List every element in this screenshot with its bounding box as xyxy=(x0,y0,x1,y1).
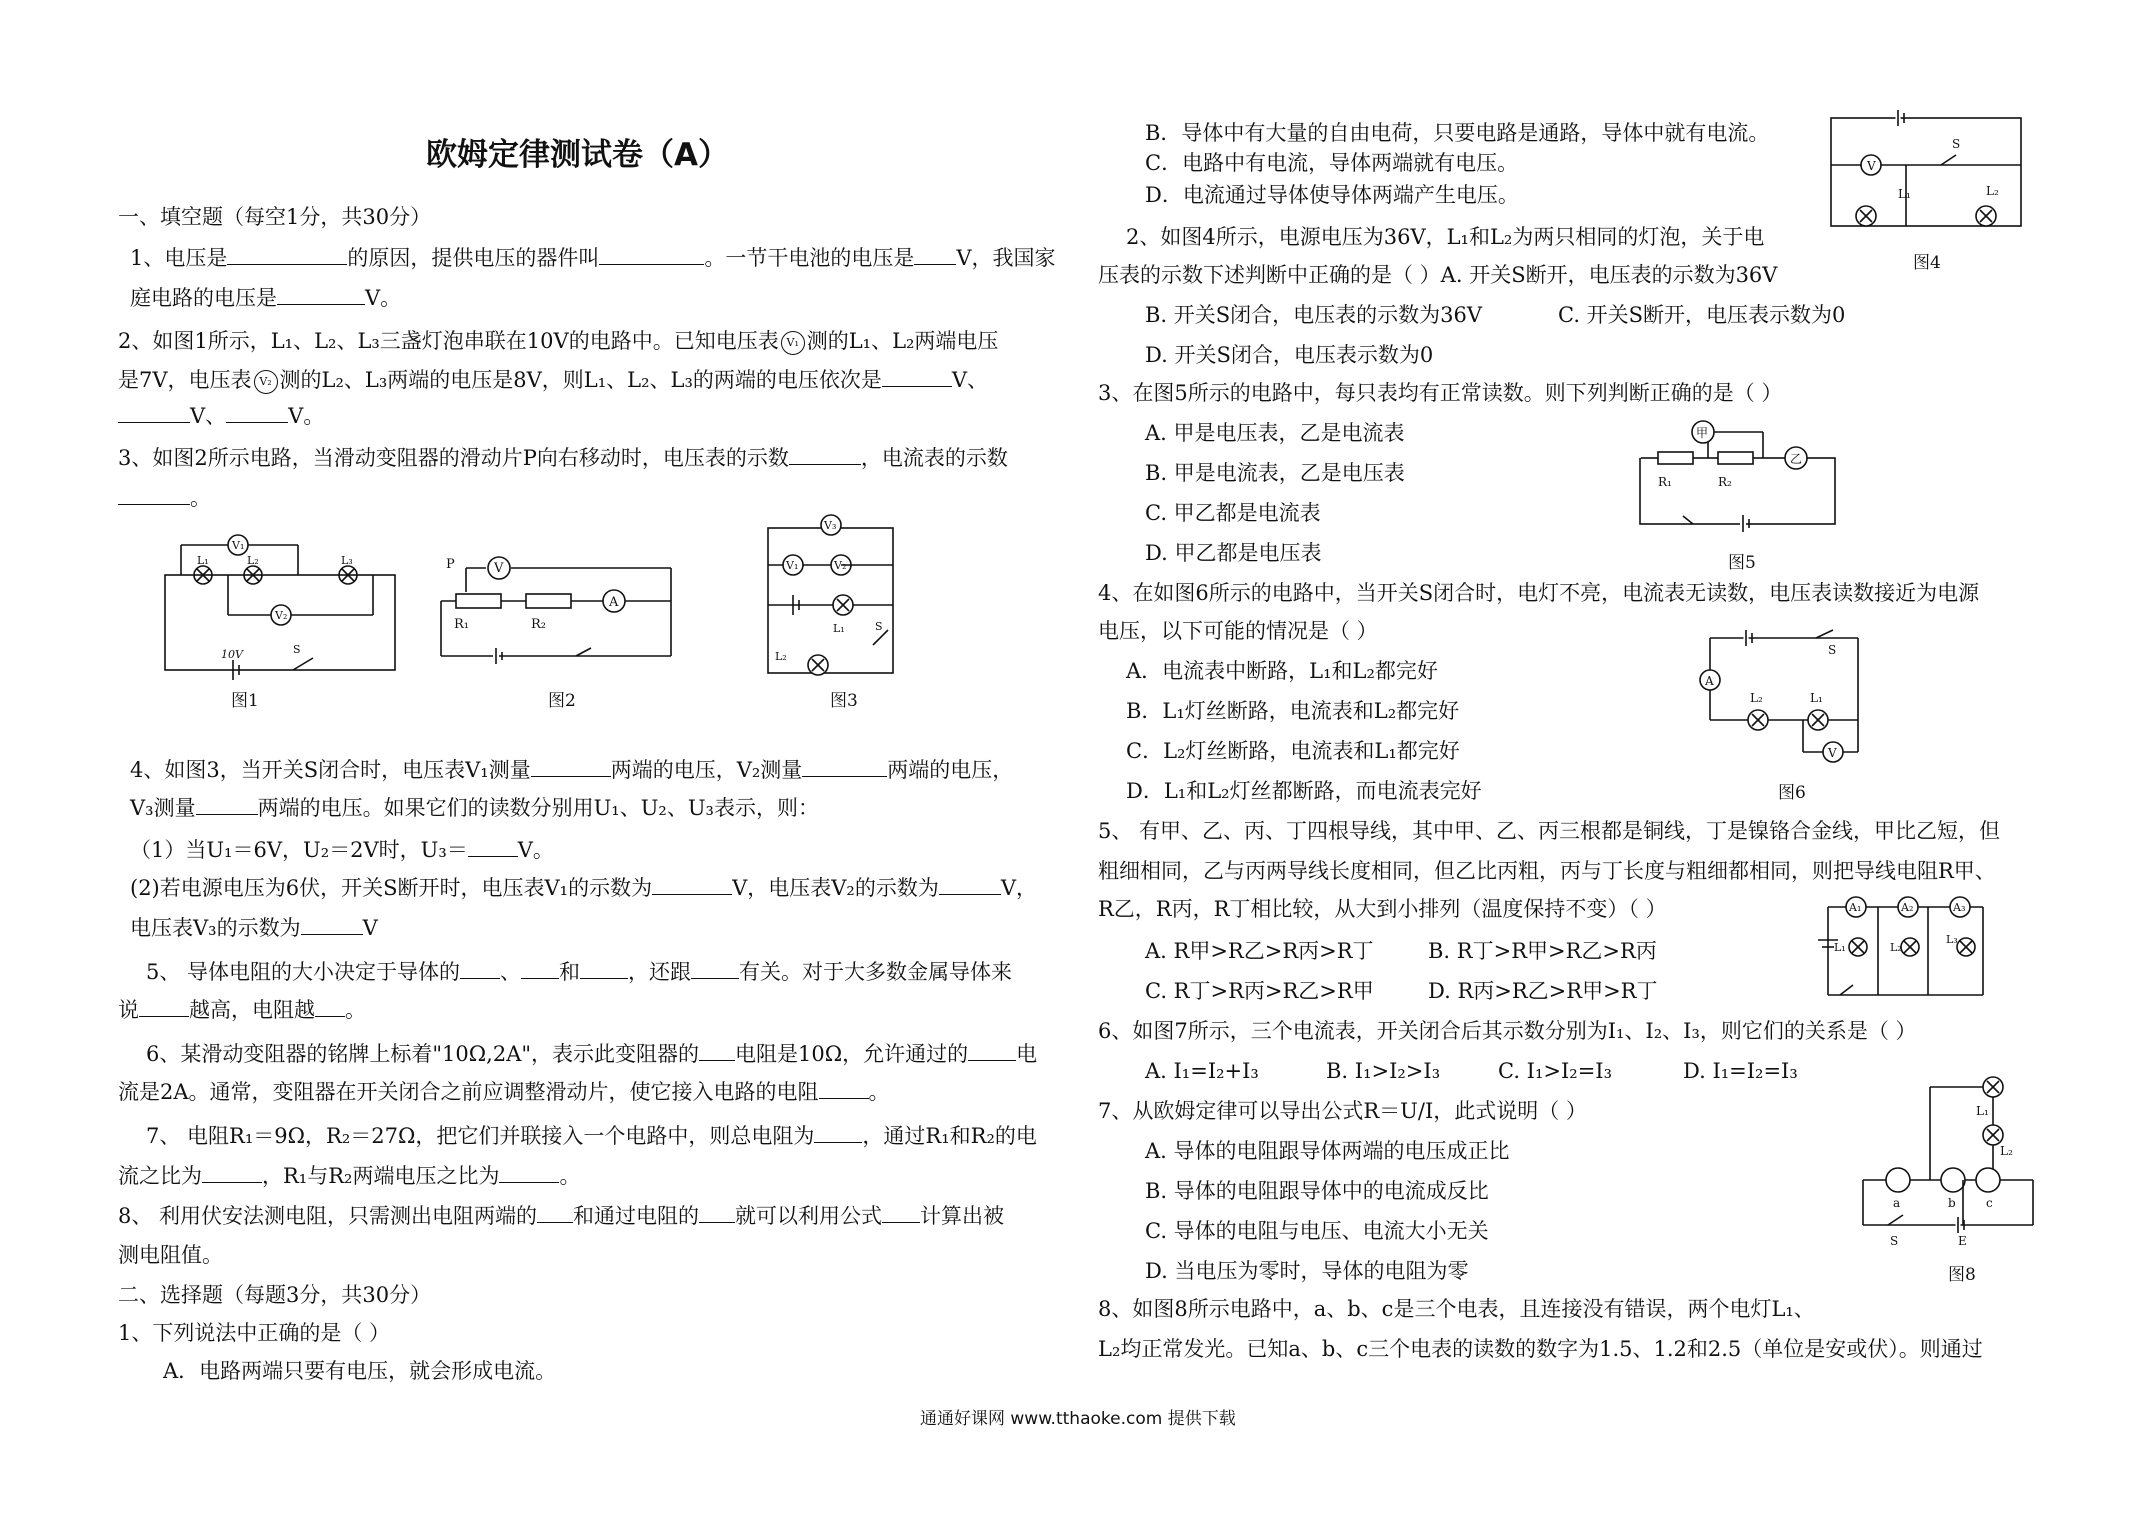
figure-4-circuit xyxy=(1826,110,2031,230)
choice-q3-option-d: D. 甲乙都是电压表 xyxy=(1145,541,1322,565)
fill-q1-line2: 庭电路的电压是 V。 xyxy=(130,282,401,313)
choice-q5-option-a: A. R甲>R乙>R丙>R丁 xyxy=(1145,939,1374,963)
fill-q3-line1: 3、如图2所示电路，当滑动变阻器的滑动片P向右移动时，电压表的示数 ，电流表的示数 xyxy=(118,442,1008,473)
fill-q7-line2: 流之比为 ，R₁与R₂两端电压之比为 。 xyxy=(118,1160,580,1191)
choice-q6-option-c: C. I₁>I₂=I₃ xyxy=(1498,1059,1613,1083)
choice-q1-stem: 1、下列说法中正确的是（ ） xyxy=(118,1321,391,1345)
svg-text:R₂: R₂ xyxy=(531,617,546,632)
choice-q5-line2: 粗细相同，乙与丙两导线长度相同，但乙比丙粗，丙与丁长度与粗细都相同，则把导线电阻R甲、 xyxy=(1098,859,1996,883)
choice-q2-option-d: D. 开关S闭合，电压表示数为0 xyxy=(1145,343,1434,367)
figure-8-circuit xyxy=(1858,1075,2038,1250)
svg-text:V₁: V₁ xyxy=(232,539,245,552)
choice-q8-line2: L₂均正常发光。已知a、b、c三个电表的读数的数字为1.5、1.2和2.5（单位是安或伏）。则通过 xyxy=(1098,1337,1983,1361)
choice-q3-option-c: C. 甲乙都是电流表 xyxy=(1145,501,1321,525)
figure-3-caption: 图3 xyxy=(830,691,858,711)
svg-text:a: a xyxy=(1893,1196,1901,1210)
figure-6-caption: 图6 xyxy=(1778,783,1806,803)
choice-q4-line2: 电压，以下可能的情况是（ ） xyxy=(1098,619,1378,643)
svg-text:L₃: L₃ xyxy=(1946,933,1958,946)
fill-q2-line1: 2、如图1所示，L₁、L₂、L₃三盏灯泡串联在10V的电路中。已知电压表 V₁ 测的L₁、L₂两端电压 xyxy=(118,329,999,353)
voltmeter-v1-symbol: V₁ xyxy=(781,331,805,355)
fill-q4-line2: V₃测量 两端的电压。如果它们的读数分别用U₁、U₂、U₃表示，则： xyxy=(130,792,819,823)
svg-text:S: S xyxy=(293,643,301,656)
fill-q8-line2: 测电阻值。 xyxy=(118,1243,223,1267)
choice-q5-option-d: D. R丙>R乙>R甲>R丁 xyxy=(1428,979,1658,1003)
choice-q2-option-c: C. 开关S断开，电压表示数为0 xyxy=(1558,303,1846,327)
figure-5-circuit xyxy=(1638,420,1838,530)
svg-text:A: A xyxy=(1705,674,1714,688)
svg-text:V₁: V₁ xyxy=(786,559,799,572)
svg-text:L₁: L₁ xyxy=(1810,691,1823,705)
fill-q4-line4: (2)若电源电压为6伏，开关S断开时，电压表V₁的示数为 V，电压表V₂的示数为 V， xyxy=(130,872,1037,903)
svg-text:V₂: V₂ xyxy=(834,559,847,572)
svg-text:甲: 甲 xyxy=(1696,426,1709,440)
figure-2-caption: 图2 xyxy=(548,691,576,711)
svg-text:b: b xyxy=(1948,1196,1956,1210)
choice-q4-option-b: B．L₁灯丝断路，电流表和L₂都完好 xyxy=(1126,699,1460,723)
figure-6-circuit xyxy=(1698,630,1868,765)
svg-text:L₂: L₂ xyxy=(1750,691,1763,705)
svg-text:V: V xyxy=(1867,159,1876,173)
choice-q7-option-d: D. 当电压为零时，导体的电阻为零 xyxy=(1145,1259,1469,1283)
svg-text:L₂: L₂ xyxy=(775,650,787,663)
choice-q7-stem: 7、从欧姆定律可以导出公式R＝U/I，此式说明（ ） xyxy=(1098,1099,1587,1123)
fill-q6-line1: 6、某滑动变阻器的铭牌上标着"10Ω,2A"，表示此变阻器的 电阻是10Ω，允许通过的 电 xyxy=(146,1038,1037,1069)
choice-q3-stem: 3、在图5所示的电路中，每只表均有正常读数。则下列判断正确的是（ ） xyxy=(1098,381,1783,405)
svg-text:R₁: R₁ xyxy=(1658,475,1672,489)
choice-q4-option-d: D．L₁和L₂灯丝都断路，而电流表完好 xyxy=(1126,779,1482,803)
svg-text:10V: 10V xyxy=(221,648,243,661)
svg-text:L₁: L₁ xyxy=(833,622,845,635)
svg-text:A₂: A₂ xyxy=(1901,901,1914,914)
svg-text:L₂: L₂ xyxy=(247,554,259,567)
choice-q5-option-c: C. R丁>R丙>R乙>R甲 xyxy=(1145,979,1374,1003)
choice-q2-line2: 压表的示数下述判断中正确的是（ ）A. 开关S断开，电压表的示数为36V xyxy=(1098,263,1778,287)
svg-text:P: P xyxy=(446,557,455,572)
figure-1-caption: 图1 xyxy=(231,691,259,711)
choice-q4-line1: 4、在如图6所示的电路中，当开关S闭合时，电灯不亮，电流表无读数，电压表读数接近为电源 xyxy=(1098,581,1980,605)
fill-q4-line3: （1）当U₁＝6V，U₂＝2V时，U₃＝ V。 xyxy=(130,834,554,865)
choice-q1-option-c: C．电路中有电流，导体两端就有电压。 xyxy=(1145,151,1519,175)
fill-q2-line3: V、 V。 xyxy=(118,400,324,431)
choice-q1-option-a: A．电路两端只要有电压，就会形成电流。 xyxy=(163,1359,557,1383)
choice-q1-option-d: D．电流通过导体使导体两端产生电压。 xyxy=(1145,183,1519,207)
svg-text:c: c xyxy=(1986,1196,1993,1210)
figure-4-caption: 图4 xyxy=(1913,253,1941,273)
figure-5-caption: 图5 xyxy=(1728,553,1756,573)
choice-q5-line1: 5、 有甲、乙、丙、丁四根导线，其中甲、乙、丙三根都是铜线，丁是镍铬合金线，甲比乙短，但 xyxy=(1098,819,2001,843)
choice-q6-option-d: D. I₁=I₂=I₃ xyxy=(1683,1059,1798,1083)
fill-q3-line2: 。 xyxy=(118,482,211,513)
svg-text:L₁: L₁ xyxy=(1898,187,1911,201)
svg-text:R₂: R₂ xyxy=(1718,475,1732,489)
choice-q7-option-b: B. 导体的电阻跟导体中的电流成反比 xyxy=(1145,1179,1489,1203)
svg-text:L₂: L₂ xyxy=(1986,184,1999,198)
fill-q2-line2: 是7V，电压表 V₂ 测的L₂、L₃两端的电压是8V，则L₁、L₂、L₃的两端的电压依次是 V、 xyxy=(118,364,988,395)
choice-q3-option-b: B. 甲是电流表，乙是电压表 xyxy=(1145,461,1405,485)
svg-text:R₁: R₁ xyxy=(454,617,469,632)
svg-text:A: A xyxy=(609,595,619,610)
section-1-heading: 一、填空题（每空1分，共30分） xyxy=(118,205,432,229)
svg-text:V: V xyxy=(494,561,504,576)
fill-q6-line2: 流是2A。通常，变阻器在开关闭合之前应调整滑动片，使它接入电路的电阻 。 xyxy=(118,1076,890,1107)
footer-source: 通通好课网 www.tthaoke.com 提供下载 xyxy=(920,1409,1236,1429)
section-2-heading: 二、选择题（每题3分，共30分） xyxy=(118,1283,432,1307)
choice-q1-option-b: B．导体中有大量的自由电荷，只要电路是通路，导体中就有电流。 xyxy=(1145,121,1770,145)
svg-text:S: S xyxy=(1828,643,1837,657)
figure-2-circuit xyxy=(436,556,676,666)
figure-1-circuit xyxy=(163,520,403,680)
choice-q5-option-b: B. R丁>R甲>R乙>R丙 xyxy=(1428,939,1657,963)
svg-text:L₂: L₂ xyxy=(2000,1144,2013,1158)
fill-q5-line2: 说 越高，电阻越 。 xyxy=(118,994,366,1025)
svg-text:V: V xyxy=(1828,746,1837,760)
choice-q4-option-a: A．电流表中断路，L₁和L₂都完好 xyxy=(1126,659,1438,683)
svg-text:L₁: L₁ xyxy=(1834,941,1846,954)
svg-text:V₃: V₃ xyxy=(824,519,837,532)
svg-text:L₂: L₂ xyxy=(1890,941,1902,954)
choice-q3-option-a: A. 甲是电压表，乙是电流表 xyxy=(1145,421,1405,445)
voltmeter-v2-symbol: V₂ xyxy=(254,370,278,394)
svg-text:A₃: A₃ xyxy=(1953,901,1966,914)
figure-7-circuit xyxy=(1798,895,1998,1000)
figure-8-caption: 图8 xyxy=(1948,1265,1976,1285)
fill-q5-line1: 5、 导体电阻的大小决定于导体的 、 和 ，还跟 有关。对于大多数金属导体来 xyxy=(146,956,1012,987)
page-title: 欧姆定律测试卷（A） xyxy=(426,137,729,173)
choice-q5-line3: R乙，R丙，R丁相比较，从大到小排列（温度保持不变）（ ） xyxy=(1098,897,1667,921)
svg-text:乙: 乙 xyxy=(1790,452,1803,466)
choice-q7-option-a: A. 导体的电阻跟导体两端的电压成正比 xyxy=(1145,1139,1510,1163)
choice-q2-option-b: B. 开关S闭合，电压表的示数为36V xyxy=(1145,303,1483,327)
choice-q6-option-a: A. I₁=I₂+I₃ xyxy=(1145,1059,1259,1083)
fill-q4-line5: 电压表V₃的示数为 V xyxy=(130,912,378,943)
svg-text:V₂: V₂ xyxy=(275,609,288,622)
choice-q8-line1: 8、如图8所示电路中，a、b、c是三个电表，且连接没有错误，两个电灯L₁、 xyxy=(1098,1297,1815,1321)
svg-text:S: S xyxy=(875,620,883,633)
choice-q6-stem: 6、如图7所示，三个电流表，开关闭合后其示数分别为I₁、I₂、I₃，则它们的关系是（ ） xyxy=(1098,1019,1917,1043)
choice-q6-option-b: B. I₁>I₂>I₃ xyxy=(1326,1059,1441,1083)
choice-q7-option-c: C. 导体的电阻与电压、电流大小无关 xyxy=(1145,1219,1489,1243)
fill-q8-line1: 8、 利用伏安法测电阻，只需测出电阻两端的 和通过电阻的 就可以利用公式 计算出被 xyxy=(118,1200,1004,1231)
svg-text:S: S xyxy=(1890,1234,1899,1248)
fill-q4-line1: 4、如图3，当开关S闭合时，电压表V₁测量 两端的电压，V₂测量 两端的电压， xyxy=(130,754,1013,785)
fill-q1-line1: 1、电压是 的原因，提供电压的器件叫 。一节干电池的电压是 V，我国家 xyxy=(130,242,1056,273)
figure-3-circuit xyxy=(763,510,903,680)
choice-q4-option-c: C．L₂灯丝断路，电流表和L₁都完好 xyxy=(1126,739,1460,763)
choice-q2-line1: 2、如图4所示，电源电压为36V，L₁和L₂为两只相同的灯泡，关于电 xyxy=(1126,225,1765,249)
svg-text:L₁: L₁ xyxy=(197,554,209,567)
svg-text:S: S xyxy=(1952,137,1961,151)
svg-text:E: E xyxy=(1958,1234,1967,1248)
fill-q7-line1: 7、 电阻R₁＝9Ω，R₂＝27Ω，把它们并联接入一个电路中，则总电阻为 ，通过R₁和R₂的电 xyxy=(146,1120,1037,1151)
svg-text:L₁: L₁ xyxy=(1976,1104,1989,1118)
svg-text:A₁: A₁ xyxy=(1849,901,1862,914)
svg-text:L₃: L₃ xyxy=(341,554,353,567)
